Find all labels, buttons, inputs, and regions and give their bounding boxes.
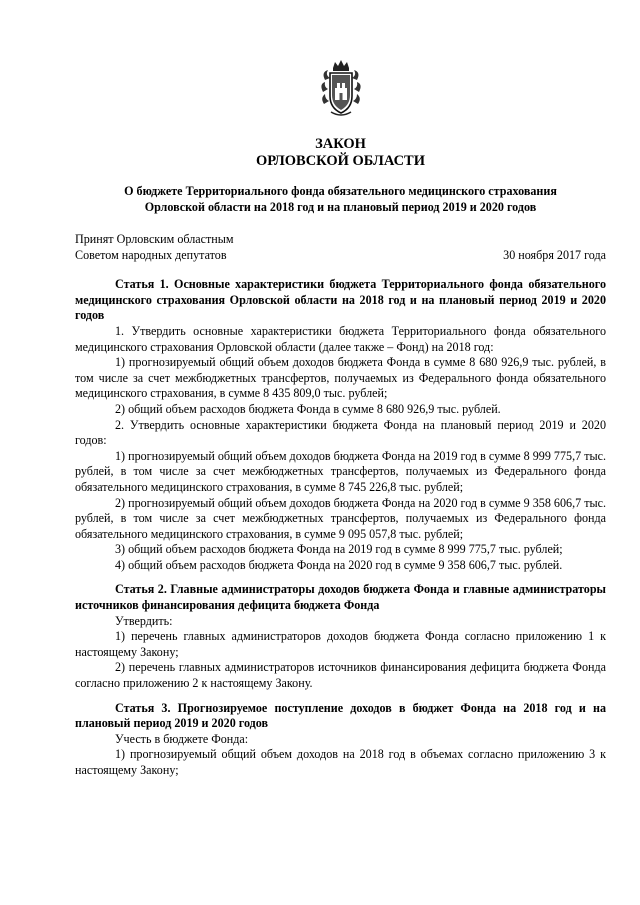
adoption-line-2: Советом народных депутатов: [75, 247, 227, 262]
law-title: [75, 136, 606, 170]
coat-of-arms-emblem: [319, 58, 363, 118]
article-3-paragraph: Учесть в бюджете Фонда:: [115, 731, 249, 746]
article-2-paragraph: 1) перечень главных администраторов доходов бюджета Фонда согласно приложению 1 к настоящему Закону;: [75, 629, 606, 659]
adoption-date: 30 ноября 2017 года: [503, 247, 606, 262]
article-3-paragraph: 1) прогнозируемый общий объем доходов на 2018 год в объемах согласно приложению 3 к настоящему Закону;: [75, 747, 606, 777]
article-2-paragraph: Утвердить:: [115, 613, 173, 628]
article-2-paragraph: 2) перечень главных администраторов источников финансирования дефицита бюджета Фонда согласно приложению 2 к настоящему Закону.: [75, 660, 606, 691]
subtitle-line-2: Орловской области на 2018 год и на плановый период 2019 и 2020 годов: [144, 199, 537, 214]
article-1-heading: Статья 1. Основные характеристики бюджета Территориального фонда обязательного медицинского страхования Орловской области на 2018 год и на плановый период 2019 и 2020 годов: [75, 277, 606, 323]
adoption-line-1: Принят Орловским областным: [75, 232, 234, 246]
article-1-paragraph: 4) общий объем расходов бюджета Фонда на 2020 год в сумме 9 358 606,7 тыс. рублей.: [115, 557, 563, 572]
article-1-paragraph: 2. Утвердить основные характеристики бюджета Фонда на плановый период 2019 и 2020 годов:: [75, 417, 606, 448]
subtitle-line-1: О бюджете Территориального фонда обязательного медицинского страхования: [124, 184, 557, 198]
title-line-1: ЗАКОН: [315, 136, 366, 152]
article-1-paragraph: 1) прогнозируемый общий объем доходов бюджета Фонда на 2019 год в сумме 8 999 775,7 тыс. рублей, в том числе за счет межбюджетных трансфертов, получаемых из Федерального фонда обязательного медицинского страхования, в сумме 8 745 226,8 тыс. рублей;: [75, 448, 606, 494]
article-1-paragraph: 2) общий объем расходов бюджета Фонда в сумме 8 680 926,9 тыс. рублей.: [115, 401, 501, 416]
article-1-paragraph: 2) прогнозируемый общий объем доходов бюджета Фонда на 2020 год в сумме 9 358 606,7 тыс. рублей, в том числе за счет межбюджетных трансфертов, получаемых из Федерального фонда обязательного медицинского страхования, в сумме 9 095 057,8 тыс. рублей;: [75, 495, 606, 541]
adoption-block: [75, 232, 606, 263]
article-1-paragraph: 1. Утвердить основные характеристики бюджета Территориального фонда обязательного медицинского страхования Орловской области (далее также – Фонд) на 2018 год:: [75, 323, 606, 354]
article-1-paragraph: 3) общий объем расходов бюджета Фонда на 2019 год в сумме 8 999 775,7 тыс. рублей;: [115, 542, 563, 557]
article-2-heading: Статья 2. Главные администраторы доходов бюджета Фонда и главные администраторы источников финансирования дефицита бюджета Фонда: [75, 582, 606, 613]
title-line-2: ОРЛОВСКОЙ ОБЛАСТИ: [255, 153, 425, 169]
article-3-heading: Статья 3. Прогнозируемое поступление доходов в бюджет Фонда на 2018 год и на плановый период 2019 и 2020 годов: [75, 700, 606, 731]
article-1-paragraph: 1) прогнозируемый общий объем доходов бюджета Фонда в сумме 8 680 926,9 тыс. рублей, в том числе за счет межбюджетных трансфертов, получаемых из Федерального фонда обязательного медицинского страхования, в сумме 8 435 809,0 тыс. рублей;: [75, 355, 606, 401]
law-subtitle: [75, 184, 606, 215]
